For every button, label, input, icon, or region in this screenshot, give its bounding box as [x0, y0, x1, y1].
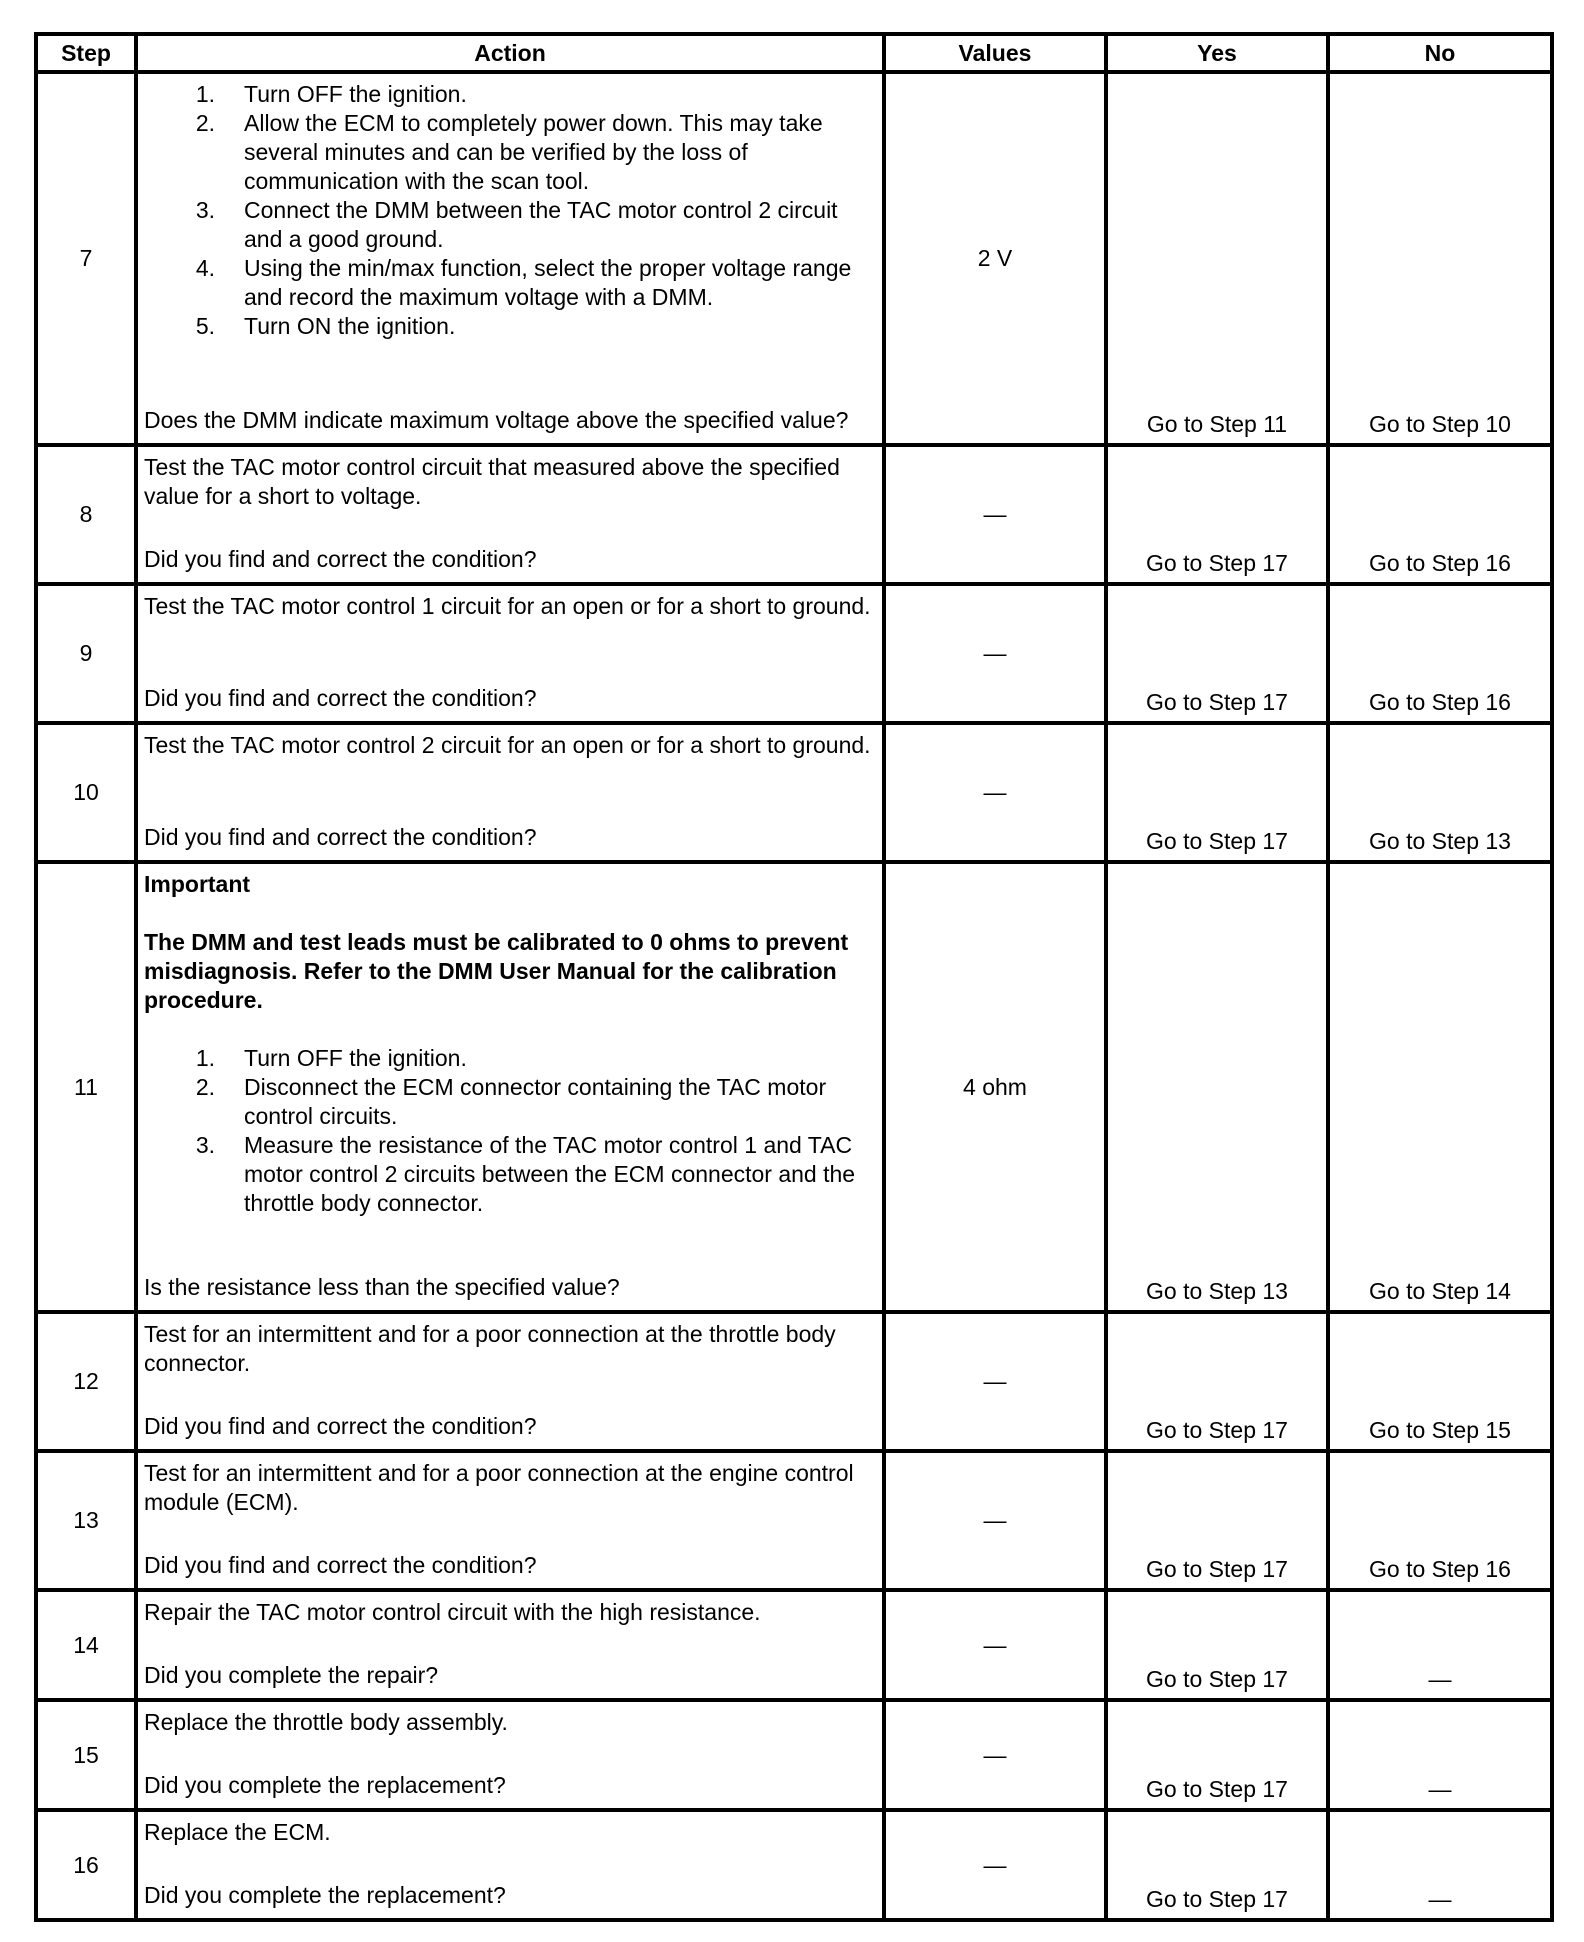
- no-link[interactable]: Go to Step 14: [1328, 862, 1552, 1312]
- list-item: 2. Disconnect the ECM connector containing the TAC motor control circuits.: [195, 1074, 827, 1129]
- no-link[interactable]: Go to Step 15: [1328, 1312, 1552, 1451]
- important-title: Important: [144, 871, 251, 897]
- value-cell: —: [884, 723, 1106, 862]
- value-cell: —: [884, 445, 1106, 584]
- question-text: Did you find and correct the condition?: [144, 824, 537, 850]
- header-yes: Yes: [1106, 34, 1328, 72]
- no-link[interactable]: Go to Step 16: [1328, 445, 1552, 584]
- value-cell: —: [884, 1590, 1106, 1700]
- value-cell: —: [884, 1312, 1106, 1451]
- value-cell: 4 ohm: [884, 862, 1106, 1312]
- step-number: 11: [36, 862, 136, 1312]
- step-number: 9: [36, 584, 136, 723]
- table-row: [36, 1312, 1552, 1451]
- question-text: Did you find and correct the condition?: [144, 685, 537, 711]
- yes-link[interactable]: Go to Step 17: [1106, 445, 1328, 584]
- table-row: [36, 584, 1552, 723]
- table-row: [36, 1700, 1552, 1810]
- action-text: Repair the TAC motor control circuit with the high resistance.: [144, 1599, 761, 1625]
- no-link[interactable]: Go to Step 10: [1328, 72, 1552, 445]
- important-text: The DMM and test leads must be calibrated to 0 ohms to prevent misdiagnosis. Refer to the DMM User Manual for the calibration procedure.: [144, 929, 849, 1013]
- table-row: [36, 1451, 1552, 1590]
- question-text: Does the DMM indicate maximum voltage above the specified value?: [144, 407, 849, 433]
- table-row: [36, 862, 1552, 1312]
- step-number: 14: [36, 1590, 136, 1700]
- no-link[interactable]: Go to Step 16: [1328, 584, 1552, 723]
- yes-link[interactable]: Go to Step 17: [1106, 1810, 1328, 1920]
- action-cell: [136, 862, 884, 1312]
- table-row: [36, 723, 1552, 862]
- yes-link[interactable]: Go to Step 17: [1106, 1451, 1328, 1590]
- yes-link[interactable]: Go to Step 17: [1106, 1312, 1328, 1451]
- list-item: 1. Turn OFF the ignition.: [195, 1045, 467, 1071]
- question-text: Did you complete the replacement?: [144, 1772, 506, 1798]
- no-link[interactable]: Go to Step 16: [1328, 1451, 1552, 1590]
- step-number: 16: [36, 1810, 136, 1920]
- value-cell: —: [884, 1451, 1106, 1590]
- list-item: 2. Allow the ECM to completely power down. This may take several minutes and can be verified by the loss of communication with the scan tool.: [195, 110, 823, 194]
- action-text: Test for an intermittent and for a poor connection at the engine control module (ECM).: [144, 1460, 854, 1515]
- table-row: [36, 72, 1552, 445]
- action-text: Test the TAC motor control 1 circuit for an open or for a short to ground.: [144, 593, 871, 619]
- action-cell: [136, 1700, 884, 1810]
- header-action: Action: [136, 34, 884, 72]
- question-text: Is the resistance less than the specified value?: [144, 1274, 620, 1300]
- action-text: Replace the throttle body assembly.: [144, 1709, 508, 1735]
- action-cell: [136, 1312, 884, 1451]
- yes-link[interactable]: Go to Step 17: [1106, 1700, 1328, 1810]
- step-number: 13: [36, 1451, 136, 1590]
- action-cell: [136, 1810, 884, 1920]
- yes-link[interactable]: Go to Step 13: [1106, 862, 1328, 1312]
- header-values: Values: [884, 34, 1106, 72]
- no-link[interactable]: Go to Step 13: [1328, 723, 1552, 862]
- list-item: 5. Turn ON the ignition.: [195, 313, 456, 339]
- step-number: 12: [36, 1312, 136, 1451]
- list-item: 3. Connect the DMM between the TAC motor control 2 circuit and a good ground.: [195, 197, 838, 252]
- action-text: Test for an intermittent and for a poor connection at the throttle body connector.: [144, 1321, 836, 1376]
- yes-link[interactable]: Go to Step 17: [1106, 723, 1328, 862]
- procedure-list: [144, 80, 874, 341]
- list-item: 1. Turn OFF the ignition.: [195, 81, 467, 107]
- no-link: —: [1328, 1700, 1552, 1810]
- value-cell: —: [884, 584, 1106, 723]
- yes-link[interactable]: Go to Step 17: [1106, 1590, 1328, 1700]
- question-text: Did you find and correct the condition?: [144, 1552, 537, 1578]
- no-link: —: [1328, 1590, 1552, 1700]
- action-cell: [136, 72, 884, 445]
- no-link: —: [1328, 1810, 1552, 1920]
- action-cell: [136, 584, 884, 723]
- step-number: 15: [36, 1700, 136, 1810]
- header-step: Step: [36, 34, 136, 72]
- list-item: 3. Measure the resistance of the TAC motor control 1 and TAC motor control 2 circuits between the ECM connector and the throttle body connector.: [195, 1132, 856, 1216]
- action-cell: [136, 445, 884, 584]
- question-text: Did you find and correct the condition?: [144, 1413, 537, 1439]
- step-number: 7: [36, 72, 136, 445]
- table-row: [36, 445, 1552, 584]
- question-text: Did you complete the replacement?: [144, 1882, 506, 1908]
- value-cell: —: [884, 1810, 1106, 1920]
- action-cell: [136, 1451, 884, 1590]
- action-cell: [136, 1590, 884, 1700]
- question-text: Did you complete the repair?: [144, 1662, 439, 1688]
- action-cell: [136, 723, 884, 862]
- action-text: Test the TAC motor control 2 circuit for an open or for a short to ground.: [144, 732, 871, 758]
- question-text: Did you find and correct the condition?: [144, 546, 537, 572]
- list-item: 4. Using the min/max function, select the proper voltage range and record the maximum voltage with a DMM.: [195, 255, 852, 310]
- action-text: Test the TAC motor control circuit that measured above the specified value for a short to voltage.: [144, 454, 840, 509]
- diagnostic-table: [34, 32, 1554, 1922]
- procedure-list: [144, 1044, 874, 1218]
- yes-link[interactable]: Go to Step 11: [1106, 72, 1328, 445]
- table-row: [36, 1590, 1552, 1700]
- table-header-row: [36, 34, 1552, 72]
- header-no: No: [1328, 34, 1552, 72]
- value-cell: —: [884, 1700, 1106, 1810]
- yes-link[interactable]: Go to Step 17: [1106, 584, 1328, 723]
- step-number: 8: [36, 445, 136, 584]
- action-text: Replace the ECM.: [144, 1819, 331, 1845]
- step-number: 10: [36, 723, 136, 862]
- value-cell: 2 V: [884, 72, 1106, 445]
- table-row: [36, 1810, 1552, 1920]
